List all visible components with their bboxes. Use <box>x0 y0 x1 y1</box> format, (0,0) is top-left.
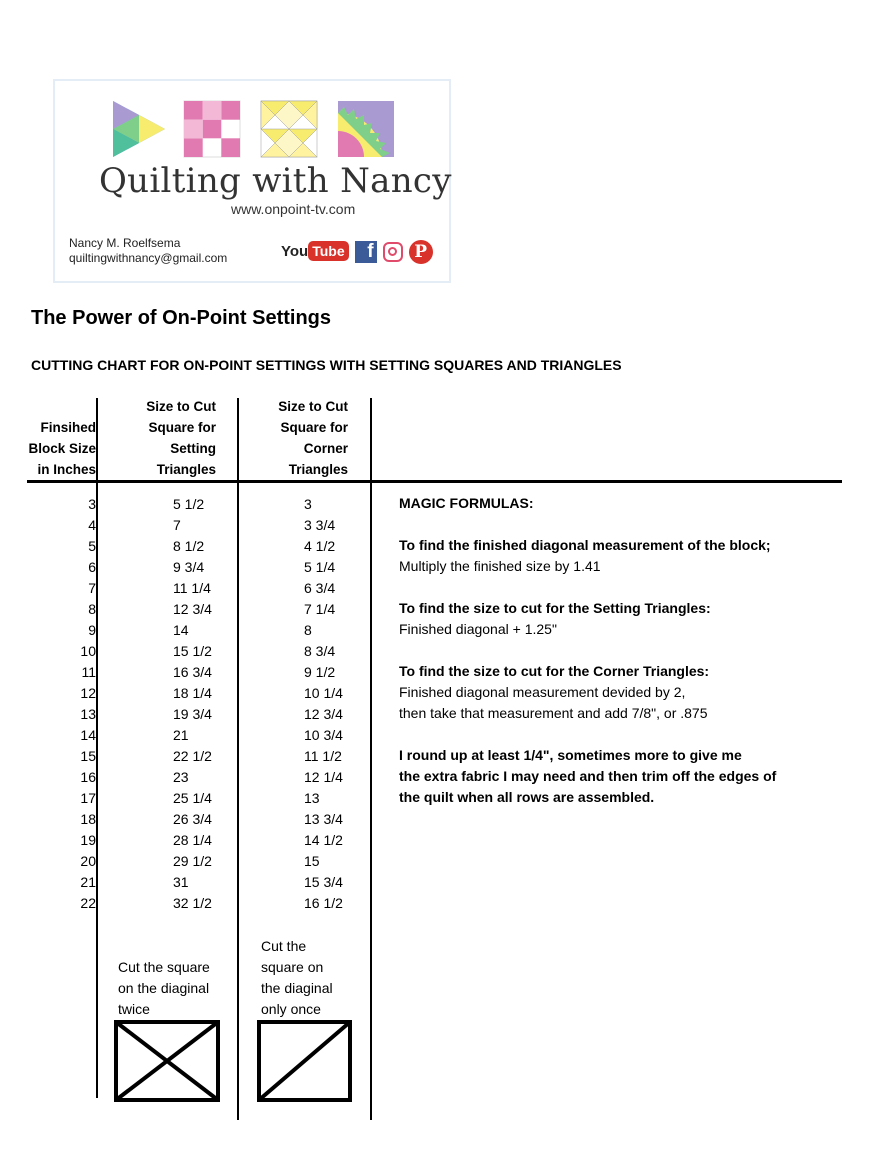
cell-block-size: 15 <box>80 748 96 764</box>
cell-block-size: 8 <box>88 601 96 617</box>
cell-setting-size: 14 <box>173 622 189 638</box>
cell-block-size: 19 <box>80 832 96 848</box>
page-title: The Power of On-Point Settings <box>31 307 331 329</box>
facebook-icon[interactable]: f <box>355 241 377 263</box>
column-divider-3 <box>370 398 372 1120</box>
formula-line <box>399 640 776 661</box>
cell-corner-size: 10 3/4 <box>304 727 343 743</box>
cell-block-size: 18 <box>80 811 96 827</box>
cell-setting-size: 9 3/4 <box>173 559 205 575</box>
note-setting-cut: Cut the square on the diaginal twice <box>118 959 210 1017</box>
cell-corner-size: 13 <box>304 790 320 806</box>
formula-line: MAGIC FORMULAS: <box>399 495 534 511</box>
instagram-icon[interactable] <box>383 242 403 262</box>
cell-corner-size: 5 1/4 <box>304 559 336 575</box>
cell-corner-size: 15 3/4 <box>304 874 343 890</box>
cell-block-size: 21 <box>80 874 96 890</box>
cell-block-size: 14 <box>80 727 96 743</box>
formula-line <box>399 577 776 598</box>
cell-setting-size: 25 1/4 <box>173 790 212 806</box>
contact-email[interactable]: quiltingwithnancy@gmail.com <box>69 251 228 265</box>
cell-corner-size: 11 1/2 <box>304 748 342 764</box>
formula-line: Multiply the finished size by 1.41 <box>399 558 601 574</box>
formula-line: Finished diagonal + 1.25" <box>399 621 557 637</box>
header-block-size: Finsihed Block Size in Inches <box>28 420 96 477</box>
cell-block-size: 16 <box>80 769 96 785</box>
magic-formulas <box>399 493 776 808</box>
formula-line: the quilt when all rows are assembled. <box>399 789 655 805</box>
cell-corner-size: 14 1/2 <box>304 832 343 848</box>
formula-line <box>399 514 776 535</box>
cell-setting-size: 26 3/4 <box>173 811 212 827</box>
cell-corner-size: 10 1/4 <box>304 685 343 701</box>
cell-corner-size: 12 1/4 <box>304 769 343 785</box>
logo-contact <box>69 236 227 266</box>
formula-line: then take that measurement and add 7/8", or .875 <box>399 705 708 721</box>
cell-block-size: 11 <box>81 664 96 680</box>
cut-twice-diagram-icon <box>114 1020 220 1102</box>
cell-setting-size: 18 1/4 <box>173 685 212 701</box>
header-divider <box>27 480 842 483</box>
cell-block-size: 17 <box>80 790 96 806</box>
cell-corner-size: 7 1/4 <box>304 601 336 617</box>
cell-corner-size: 6 3/4 <box>304 580 336 596</box>
cell-block-size: 5 <box>88 538 96 554</box>
cell-setting-size: 32 1/2 <box>173 895 212 911</box>
cell-block-size: 10 <box>80 643 96 659</box>
formula-line: To find the size to cut for the Corner Triangles: <box>399 663 710 679</box>
cell-setting-size: 11 1/4 <box>173 580 211 596</box>
cell-corner-size: 9 1/2 <box>304 664 336 680</box>
cut-once-diagram-icon <box>257 1020 352 1102</box>
column-divider-1 <box>96 398 98 1098</box>
cell-corner-size: 15 <box>304 853 320 869</box>
cell-setting-size: 28 1/4 <box>173 832 212 848</box>
cell-setting-size: 16 3/4 <box>173 664 212 680</box>
quilt-blocks-icon <box>111 99 401 159</box>
cell-corner-size: 13 3/4 <box>304 811 343 827</box>
formula-line: To find the size to cut for the Setting Triangles: <box>399 600 711 616</box>
cell-setting-size: 8 1/2 <box>173 538 205 554</box>
cell-corner-size: 8 <box>304 622 312 638</box>
cell-corner-size: 4 1/2 <box>304 538 336 554</box>
header-corner-triangles: Size to Cut Square for Corner Triangles <box>278 399 348 477</box>
formula-line <box>399 724 776 745</box>
cell-setting-size: 21 <box>173 727 189 743</box>
cell-block-size: 6 <box>88 559 96 575</box>
cell-setting-size: 5 1/2 <box>173 496 205 512</box>
formula-line: To find the finished diagonal measurement of the block; <box>399 537 771 553</box>
contact-name: Nancy M. Roelfsema <box>69 236 181 250</box>
formula-line: the extra fabric I may need and then trim off the edges of <box>399 768 777 784</box>
header-setting-triangles: Size to Cut Square for Setting Triangles <box>146 399 216 477</box>
column-divider-2 <box>237 398 239 1120</box>
cell-setting-size: 22 1/2 <box>173 748 212 764</box>
cell-corner-size: 16 1/2 <box>304 895 343 911</box>
cell-block-size: 22 <box>80 895 96 911</box>
youtube-icon[interactable]: You Tube <box>281 243 349 261</box>
formula-line: Finished diagonal measurement devided by 2, <box>399 684 686 700</box>
logo-brand-text: Quilting with Nancy <box>99 161 452 201</box>
cell-setting-size: 29 1/2 <box>173 853 212 869</box>
cell-corner-size: 12 3/4 <box>304 706 343 722</box>
formula-line: I round up at least 1/4", sometimes more to give me <box>399 747 742 763</box>
logo-card <box>53 79 451 283</box>
social-icons <box>281 239 433 265</box>
cell-setting-size: 12 3/4 <box>173 601 212 617</box>
note-corner-cut: Cut the square on the diaginal only once <box>261 938 333 1017</box>
cell-block-size: 4 <box>88 517 96 533</box>
cell-block-size: 12 <box>80 685 96 701</box>
cell-block-size: 13 <box>80 706 96 722</box>
cell-corner-size: 3 <box>304 496 312 512</box>
cell-block-size: 3 <box>88 496 96 512</box>
cell-block-size: 9 <box>88 622 96 638</box>
logo-url[interactable]: www.onpoint-tv.com <box>231 201 356 217</box>
cell-block-size: 7 <box>88 580 96 596</box>
cell-corner-size: 8 3/4 <box>304 643 336 659</box>
cell-setting-size: 7 <box>173 517 181 533</box>
chart-subtitle: CUTTING CHART FOR ON-POINT SETTINGS WITH SETTING SQUARES AND TRIANGLES <box>31 357 622 373</box>
cell-setting-size: 15 1/2 <box>173 643 212 659</box>
cell-corner-size: 3 3/4 <box>304 517 336 533</box>
cell-setting-size: 31 <box>173 874 189 890</box>
cell-block-size: 20 <box>80 853 96 869</box>
pinterest-icon[interactable]: P <box>409 240 433 264</box>
cell-setting-size: 23 <box>173 769 189 785</box>
cell-setting-size: 19 3/4 <box>173 706 212 722</box>
